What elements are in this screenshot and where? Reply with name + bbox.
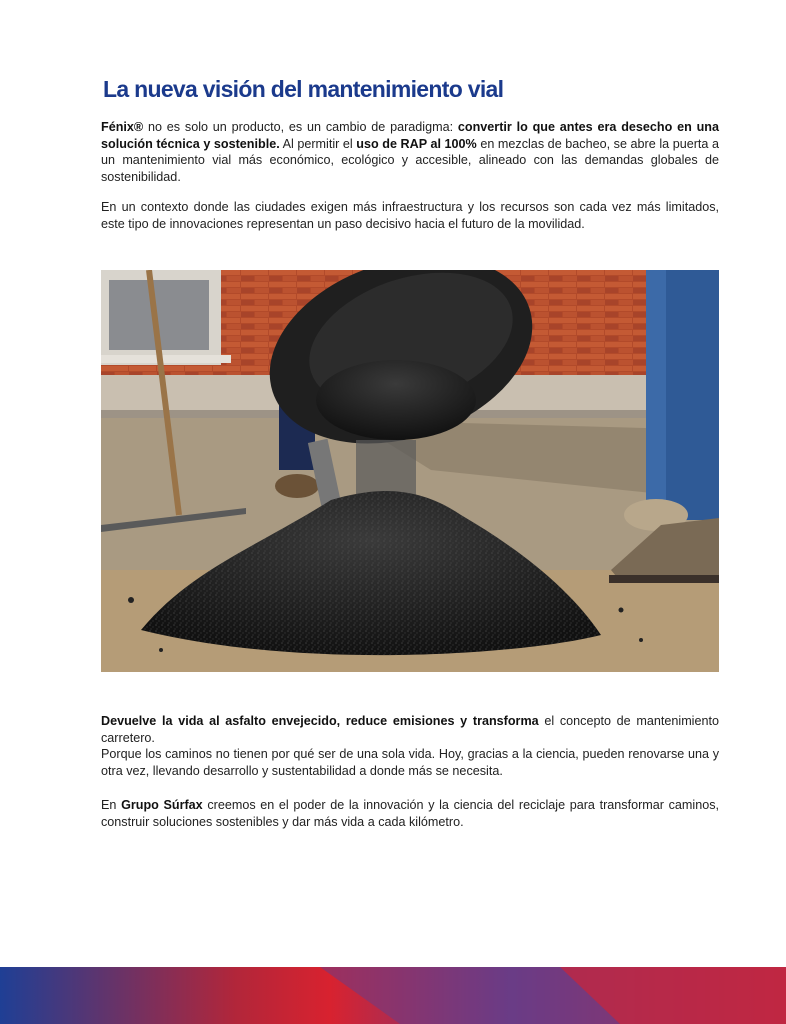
benefits-text-1: el concepto de mantenimiento carretero.	[101, 714, 719, 745]
asphalt-photo	[101, 270, 719, 672]
intro-paragraph	[101, 119, 719, 185]
intro-bold-1: convertir lo que antes era desecho en una solución técnica y sostenible.	[101, 120, 719, 151]
benefits-bold: Devuelve la vida al asfalto envejecido, reduce emisiones y transforma	[101, 714, 539, 728]
closing-paragraph	[101, 797, 719, 830]
closing-text-2: creemos en el poder de la innovación y la ciencia del reciclaje para transformar caminos, construir soluciones sostenibles y dar más vida a cada kilómetro.	[101, 798, 719, 829]
brand-fenix: Fénix®	[101, 120, 144, 134]
context-paragraph: En un contexto donde las ciudades exigen más infraestructura y los recursos son cada vez más limitados, este tipo de innovaciones representan un paso decisivo hacia el futuro de la movilidad.	[101, 200, 719, 231]
closing-text-1: En	[101, 798, 122, 812]
intro-text-2: Al permitir el	[279, 136, 357, 151]
benefits-text-2: Porque los caminos no tienen por qué ser de una sola vida. Hoy, gracias a la ciencia, pueden renovarse una y otra vez, llevando desarrollo y sustentabilidad a donde más se necesita.	[101, 747, 719, 778]
page-title: La nueva visión del mantenimiento vial	[103, 76, 504, 102]
intro-text-3: en mezclas de bacheo, se abre la puerta a un mantenimiento vial más económico, ecológico y accesible, alineado con las demandas globales de sostenibilidad.	[101, 136, 719, 184]
company-name: Grupo Súrfax	[121, 798, 203, 812]
footer-band-graphic	[0, 967, 786, 1024]
intro-bold-rap: uso de RAP al 100%	[356, 136, 477, 151]
asphalt-pouring-image	[101, 270, 719, 672]
intro-text-1: no es solo un producto, es un cambio de paradigma:	[143, 120, 458, 134]
benefits-paragraph	[101, 713, 719, 779]
footer-color-band	[0, 967, 786, 1024]
